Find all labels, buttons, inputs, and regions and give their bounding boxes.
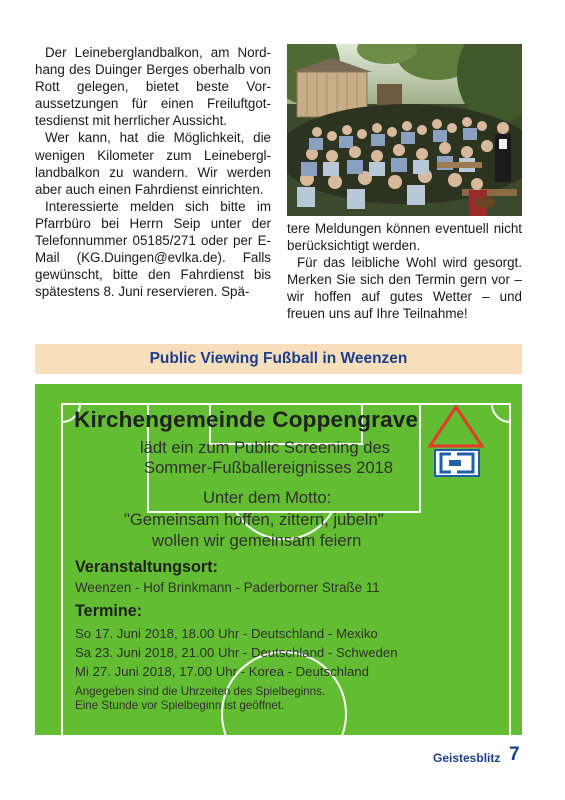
public-viewing-flyer	[35, 384, 522, 735]
flyer-motto-intro: Unter dem Motto:	[203, 488, 332, 507]
flyer-date-item: So 17. Juni 2018, 18.00 Uhr - Deutschland - Mexiko	[75, 626, 378, 641]
flyer-date-item: Mi 27. Juni 2018, 17.00 Uhr - Korea - Deutschland	[75, 664, 369, 679]
flyer-note: Angegeben sind die Uhrzeiten des Spielbeginns.	[75, 685, 326, 698]
flyer-venue-label: Veranstaltungsort:	[75, 558, 219, 576]
paragraph-wohl: Für das leibliche Wohl wird gesorgt. Merken Sie sich den Termin gern vor – wir hoffen auf gutes Wetter – und freuen uns auf Ihre Teilnahme!	[287, 255, 522, 322]
paragraph-balkon: Der Leineberglandbalkon, am Nordhang des Duinger Berges oberhalb von Rott gelegen, bietet beste Voraussetzungen für einen Freiluftgottesdienst mit herrlicher Aussicht.	[35, 45, 271, 129]
flyer-invitation-line-1: lädt ein zum Public Screening des	[140, 438, 390, 457]
flyer-invitation-line-2: Sommer-Fußballereignisses 2018	[144, 458, 394, 477]
flyer-motto: "Gemeinsam hoffen, zittern, jubeln"	[124, 510, 384, 529]
article-left-column	[35, 44, 271, 300]
magazine-name: Geistesblitz	[433, 751, 501, 765]
flyer-date-item: Sa 23. Juni 2018, 21.00 Uhr - Deutschland - Schweden	[75, 645, 398, 660]
flyer-note: Eine Stunde vor Spielbeginn ist geöffnet.	[75, 699, 285, 712]
flyer-dates-label: Termine:	[75, 602, 143, 620]
church-logo	[427, 404, 485, 484]
outdoor-service-photo	[287, 44, 522, 216]
page-number: 7	[509, 744, 520, 765]
paragraph-wandern: Wer kann, hat die Möglichkeit, die wenigen Kilometer zum Leinebergllandbalkon zu wandern. Wir werden aber auch einen Fahrdienst einrichten.	[35, 130, 271, 197]
flyer-venue: Weenzen - Hof Brinkmann - Paderborner Straße 11	[75, 580, 380, 595]
section-title: Public Viewing Fußball in Weenzen	[149, 350, 408, 367]
flyer-motto-outro: wollen wir gemeinsam feiern	[152, 531, 362, 550]
paragraph-meldungen: tere Meldungen können eventuell nicht berücksichtigt werden.	[287, 221, 522, 254]
photo-illustration	[287, 44, 522, 216]
paragraph-anmeldung: Interessierte melden sich bitte im Pfarrbüro bei Herrn Seip unter der Telefonnummer 05185/271 oder per E-Mail (KG.Duingen@evlka.de). Falls gewünscht, bitte den Fahrdienst bis spätestens 8. Juni reservieren. Spä-	[35, 198, 271, 300]
section-header	[35, 344, 522, 374]
flyer-title: Kirchengemeinde Coppengrave	[74, 407, 419, 432]
article-right-column	[287, 220, 522, 323]
